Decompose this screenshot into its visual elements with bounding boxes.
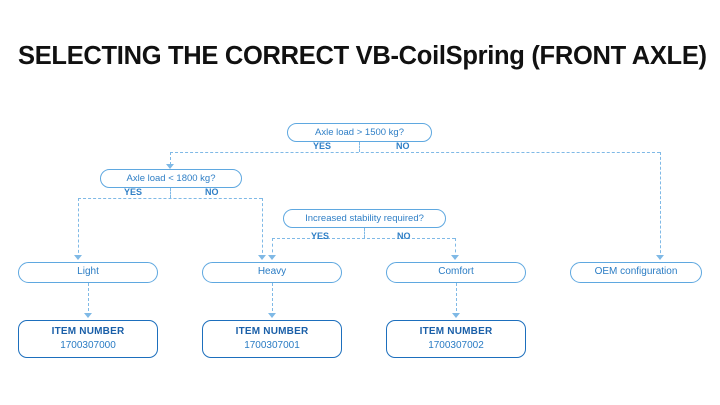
- connector-light-item: [88, 283, 89, 316]
- item-number: 1700307000: [60, 340, 116, 351]
- arrow-d2-yes: [74, 255, 82, 260]
- connector-d1-no-down: [660, 152, 661, 258]
- item-title: ITEM NUMBER: [235, 325, 309, 337]
- arrow-comfort-item: [452, 313, 460, 318]
- label-d1-yes: YES: [313, 141, 332, 151]
- connector-d2-stem: [170, 188, 171, 198]
- label-d1-no: NO: [396, 141, 410, 151]
- connector-d2-yes-down: [78, 198, 79, 258]
- item-number: 1700307001: [244, 340, 300, 351]
- result-light: [18, 262, 158, 283]
- label-d2-no: NO: [205, 187, 219, 197]
- item-card-light: [18, 320, 158, 358]
- connector-d2-split: [78, 198, 262, 199]
- result-label: Heavy: [257, 266, 287, 278]
- result-oem-configuration: [570, 262, 702, 283]
- result-label: Light: [77, 266, 99, 278]
- item-title: ITEM NUMBER: [51, 325, 125, 337]
- decision-label: Axle load < 1800 kg?: [126, 172, 216, 184]
- arrow-d3-no: [451, 255, 459, 260]
- decision-label: Increased stability required?: [305, 212, 424, 224]
- item-card-heavy: [202, 320, 342, 358]
- connector-d1-split: [170, 152, 660, 153]
- item-card-comfort: [386, 320, 526, 358]
- arrow-heavy-item: [268, 313, 276, 318]
- item-number: 1700307002: [428, 340, 484, 351]
- connector-d3-split: [272, 238, 455, 239]
- decision-axle-load-1500: [287, 123, 432, 142]
- label-d2-yes: YES: [124, 187, 143, 197]
- arrow-d1-no: [656, 255, 664, 260]
- connector-d2-no-down: [262, 198, 263, 258]
- result-comfort: [386, 262, 526, 283]
- decision-increased-stability: [283, 209, 446, 228]
- label-d3-yes: YES: [311, 231, 330, 241]
- decision-label: Axle load > 1500 kg?: [315, 126, 404, 138]
- result-label: OEM configuration: [594, 266, 678, 278]
- connector-d3-stem: [364, 228, 365, 238]
- label-d3-no: NO: [397, 231, 411, 241]
- arrow-d3-yes: [268, 255, 276, 260]
- connector-comfort-item: [456, 283, 457, 316]
- page-title: SELECTING THE CORRECT VB-CoilSpring (FRONT AXLE): [18, 42, 707, 70]
- result-label: Comfort: [438, 266, 474, 278]
- arrow-light-item: [84, 313, 92, 318]
- result-heavy: [202, 262, 342, 283]
- decision-axle-load-1800: [100, 169, 242, 188]
- connector-d1-stem: [359, 142, 360, 152]
- arrow-d2-no: [258, 255, 266, 260]
- connector-heavy-item: [272, 283, 273, 316]
- item-title: ITEM NUMBER: [419, 325, 493, 337]
